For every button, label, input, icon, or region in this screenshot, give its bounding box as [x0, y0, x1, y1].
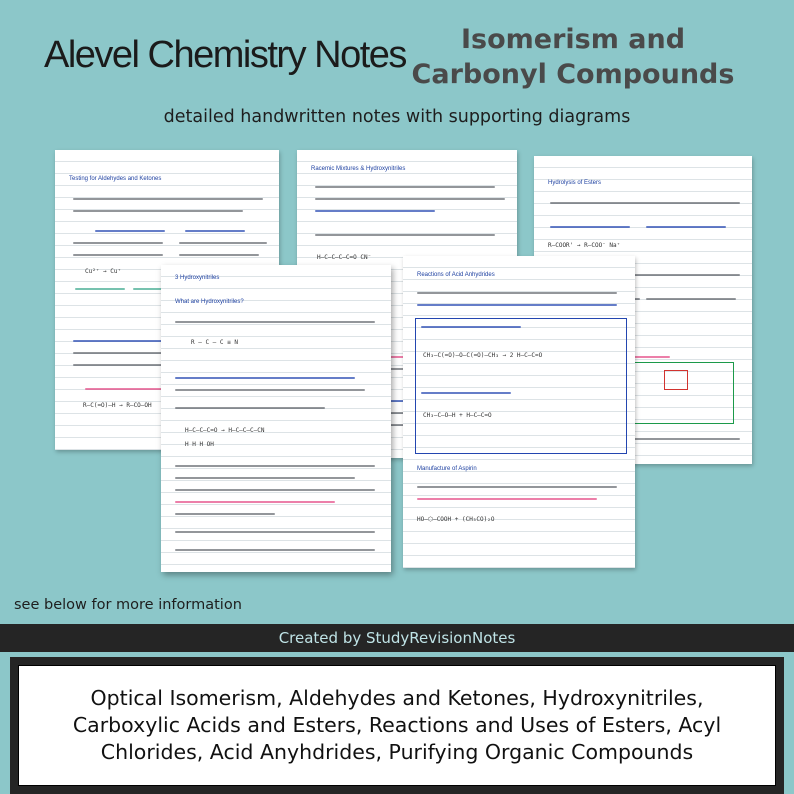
topics-list: Optical Isomerism, Aldehydes and Ketones, Hydroxynitriles, Carboxylic Acids and Esters, Reactions and Uses of Esters, Acyl Chlorides, Acid Anyhdrides, Purifying Organic Compounds — [72, 686, 722, 764]
main-title: Alevel Chemistry Notes — [44, 34, 406, 76]
note-page-3-heading: Hydrolysis of Esters — [548, 180, 602, 186]
credit-text: Created by StudyRevisionNotes — [278, 629, 516, 647]
note-page-5: Reactions of Acid Anhydrides CH₃–C(=O)–O–C(=O)–CH₃ → 2 H–C–C=O CH₃–C–O–H + H–C–C=O Manufacture of Aspirin HO–⬡–COOH + (CH₃CO)₂O — [403, 256, 635, 568]
more-info-text: see below for more information — [14, 597, 242, 613]
note-page-3: Hydrolysis of Esters R–COOR' → R–COO⁻ Na⁺ — [534, 156, 752, 464]
note-page-4-heading: 3 Hydroxynitriles — [175, 275, 220, 281]
note-page-4: 3 Hydroxynitriles What are Hydroxynitriles? R – C – C ≡ N H–C–C–C=O → H–C–C–C–CN H H H OH — [161, 265, 391, 572]
topics-box — [10, 657, 784, 794]
note-page-1: Testing for Aldehydes and Ketones Cu²⁺ → Cu⁺ R–C(=O)–H → R–CO–OH — [55, 150, 279, 450]
note-page-2-heading: Racemic Mixtures & Hydroxynitriles — [311, 166, 406, 172]
subject-title: Isomerism and Carbonyl Compounds — [411, 24, 735, 90]
note-page-5-heading: Reactions of Acid Anhydrides — [417, 272, 495, 278]
note-page-5-subheading: Manufacture of Aspirin — [417, 466, 477, 472]
topics-inner — [18, 665, 776, 786]
tagline: detailed handwritten notes with supporting diagrams — [163, 107, 631, 127]
note-page-1-heading: Testing for Aldehydes and Ketones — [69, 176, 162, 182]
note-page-4-subheading: What are Hydroxynitriles? — [175, 299, 244, 305]
note-page-2: Racemic Mixtures & Hydroxynitriles H–C–C–C–C=O CN⁻ — [297, 150, 517, 458]
